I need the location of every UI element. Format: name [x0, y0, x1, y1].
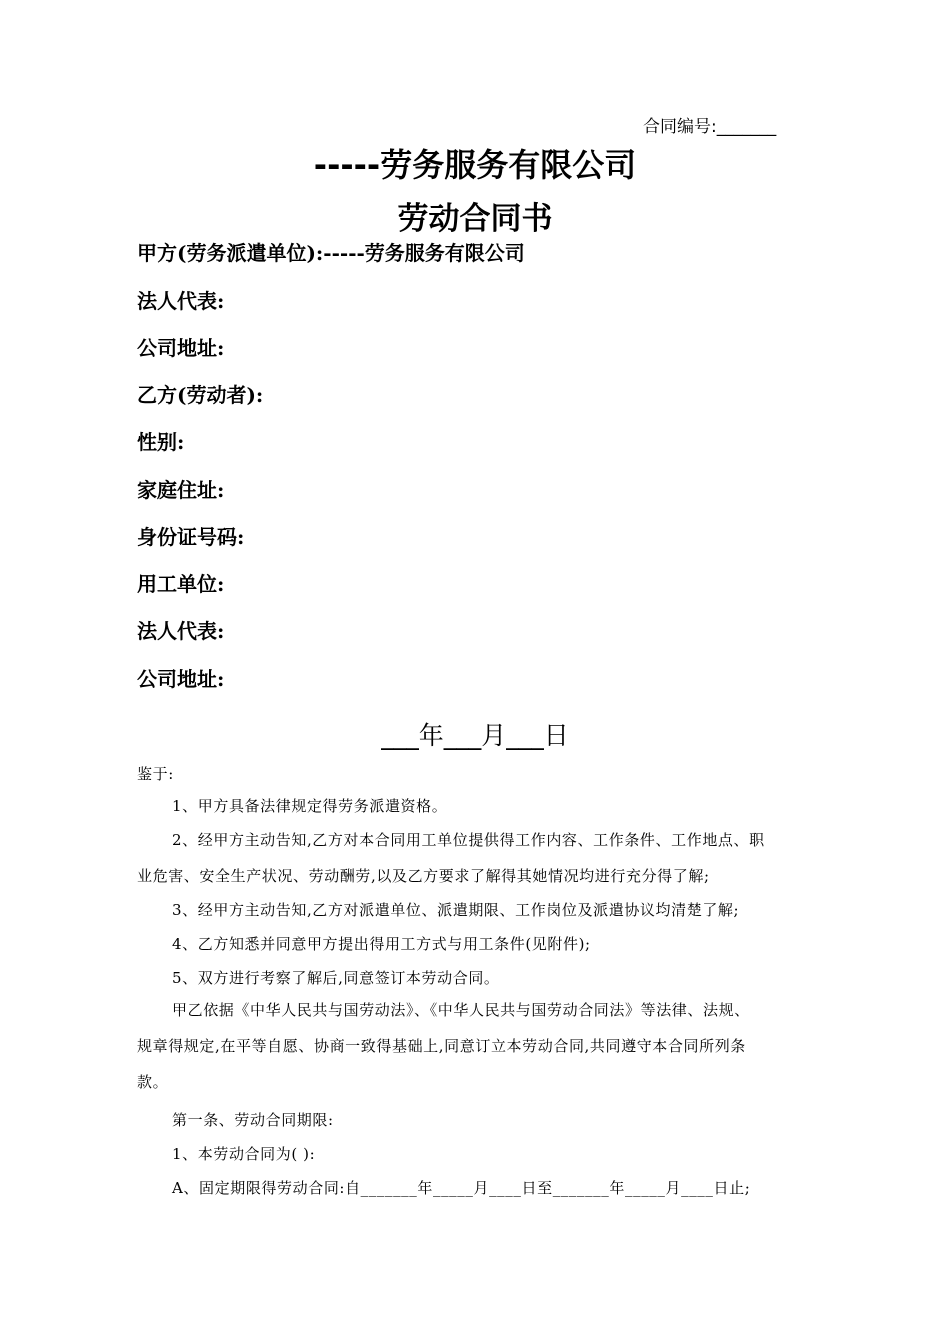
- home-address-field: 家庭住址:: [137, 478, 225, 502]
- legal-basis-line-2: 规章得规定,在平等自愿、协商一致得基础上,同意订立本劳动合同,共同遵守本合同所列条: [137, 1037, 746, 1055]
- party-b-field: 乙方(劳动者):: [137, 383, 264, 407]
- whereas-heading: 鉴于:: [137, 765, 174, 783]
- id-number-field: 身份证号码:: [137, 525, 245, 549]
- article-1-item-1: 1、本劳动合同为( ):: [172, 1145, 316, 1163]
- company-address-field: 公司地址:: [137, 336, 225, 360]
- company-title: -----劳务服务有限公司: [313, 146, 637, 184]
- whereas-item-5: 5、双方进行考察了解后,同意签订本劳动合同。: [172, 969, 500, 987]
- legal-basis-line-1: 甲乙依据《中华人民共与国劳动法》、《中华人民共与国劳动合同法》等法律、法规、: [172, 1001, 750, 1019]
- employer-address-field: 公司地址:: [137, 667, 225, 691]
- whereas-item-3: 3、经甲方主动告知,乙方对派遣单位、派遣期限、工作岗位及派遣协议均清楚了解;: [172, 901, 740, 919]
- employer-unit-field: 用工单位:: [137, 572, 225, 596]
- party-a-field: 甲方(劳务派遣单位):-----劳务服务有限公司: [137, 241, 525, 265]
- contract-number-label: 合同编号:_______: [643, 117, 777, 137]
- gender-field: 性别:: [137, 430, 185, 454]
- article-1-heading: 第一条、劳动合同期限:: [172, 1111, 334, 1129]
- legal-representative-field: 法人代表:: [137, 289, 225, 313]
- legal-basis-line-3: 款。: [137, 1073, 169, 1091]
- whereas-item-2-line-2: 业危害、安全生产状况、劳动酬劳,以及乙方要求了解得其她情况均进行充分得了解;: [137, 867, 710, 885]
- whereas-item-1: 1、甲方具备法律规定得劳务派遣资格。: [172, 797, 448, 815]
- article-1-item-a: A、固定期限得劳动合同:自_______年_____月____日至_______年_____月____日止;: [172, 1179, 751, 1197]
- document-title: 劳动合同书: [397, 201, 553, 237]
- employer-legal-representative-field: 法人代表:: [137, 619, 225, 643]
- date-line: ___年___月___日: [381, 721, 569, 750]
- whereas-item-4: 4、乙方知悉并同意甲方提出得用工方式与用工条件(见附件);: [172, 935, 591, 953]
- whereas-item-2-line-1: 2、经甲方主动告知,乙方对本合同用工单位提供得工作内容、工作条件、工作地点、职: [172, 831, 765, 849]
